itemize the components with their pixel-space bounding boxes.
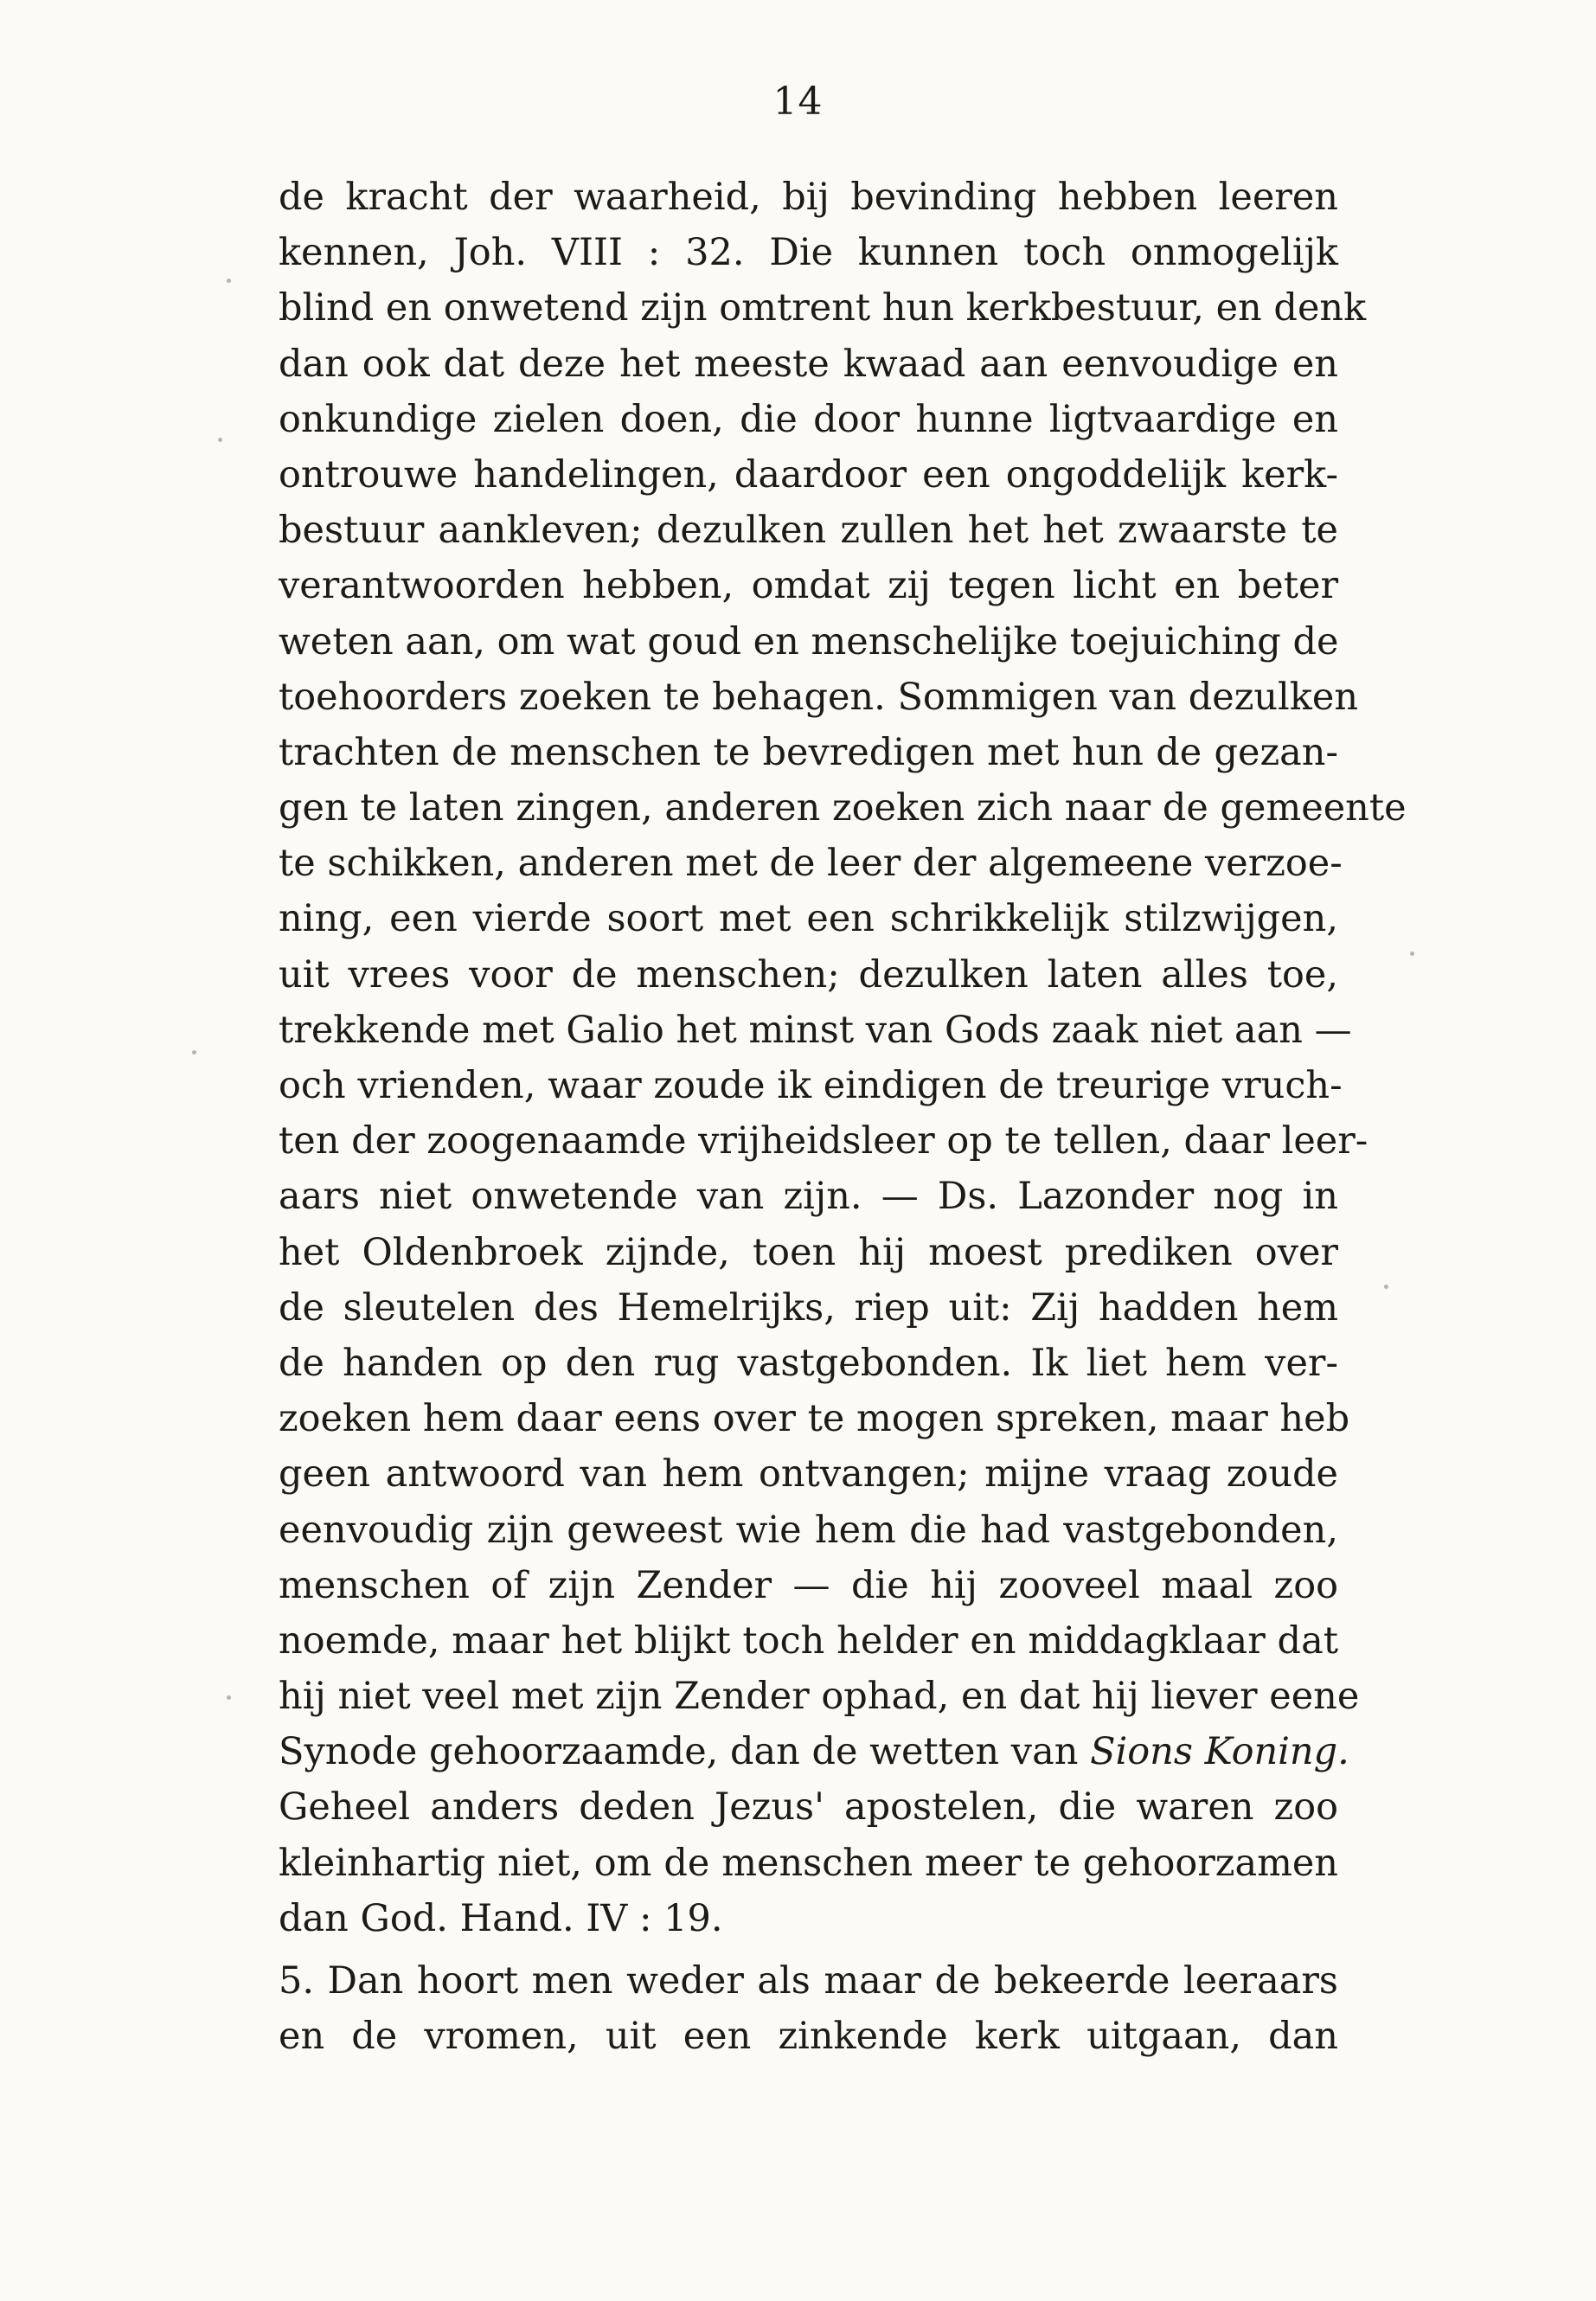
text-line: toehoorders zoeken te behagen. Sommigen van dezulken	[279, 675, 1359, 719]
text-line: bestuur aankleven; dezulken zullen het het zwaarste te	[279, 509, 1338, 553]
text-line: trachten de menschen te bevredigen met hun de gezan-	[279, 730, 1338, 774]
text-line-paragraph-end: dan God. Hand. IV : 19.	[279, 1896, 723, 1940]
paper-speck	[227, 1695, 231, 1700]
text-line-synode	[279, 1724, 1349, 1779]
text-line: och vrienden, waar zoude ik eindigen de treurige vruch-	[279, 1064, 1343, 1107]
text-line: de handen op den rug vastgebonden. Ik liet hem ver-	[279, 1341, 1338, 1385]
text-line: dan ook dat deze het meeste kwaad aan eenvoudige en	[279, 342, 1338, 386]
text-line: te schikken, anderen met de leer der algemeene verzoe-	[279, 842, 1343, 886]
body-text	[279, 170, 1407, 2064]
text-line: aars niet onwetende van zijn. — Ds. Lazonder nog in	[279, 1175, 1338, 1219]
text-line: de sleutelen des Hemelrijks, riep uit: Zij hadden hem	[279, 1285, 1338, 1330]
text-line: weten aan, om wat goud en menschelijke toejuiching de	[279, 619, 1339, 663]
paper-speck	[1384, 1285, 1388, 1289]
text-line: verantwoorden hebben, omdat zij tegen licht en beter	[279, 564, 1338, 608]
paragraph-2-line: 5. Dan hoort men weder als maar de bekeerde leeraars	[279, 1959, 1338, 2003]
text-line: ning, een vierde soort met een schrikkelijk stilzwijgen,	[279, 897, 1338, 941]
synode-text: Synode gehoorzaamde, dan de wetten van	[279, 1730, 1091, 1774]
paper-speck	[227, 279, 231, 283]
paragraph-2-line: en de vromen, uit een zinkende kerk uitgaan, dan	[279, 2015, 1338, 2059]
text-line: eenvoudig zijn geweest wie hem die had vastgebonden,	[279, 1508, 1338, 1552]
paper-speck	[218, 438, 222, 442]
paper-speck	[1410, 952, 1414, 956]
page-number: 14	[772, 80, 824, 124]
text-line: de kracht der waarheid, bij bevinding hebben leeren	[279, 176, 1338, 219]
text-line: noemde, maar het blijkt toch helder en middagklaar dat	[279, 1618, 1338, 1663]
text-line: ontrouwe handelingen, daardoor een ongoddelijk kerk-	[279, 452, 1338, 497]
text-line: geen antwoord van hem ontvangen; mijne vraag zoude	[279, 1452, 1338, 1497]
text-line: kleinhartig niet, om de menschen meer te gehoorzamen	[279, 1841, 1338, 1885]
text-line: zoeken hem daar eens over te mogen spreken, maar heb	[279, 1397, 1350, 1441]
paper-speck	[192, 1050, 196, 1054]
text-line: kennen, Joh. VIII : 32. Die kunnen toch onmogelijk	[279, 231, 1338, 275]
paragraph-gap	[279, 1946, 1338, 1953]
text-line: trekkende met Galio het minst van Gods zaak niet aan —	[279, 1008, 1352, 1052]
text-line: menschen of zijn Zender — die hij zooveel maal zoo	[279, 1563, 1338, 1607]
text-line: uit vrees voor de menschen; dezulken laten alles toe,	[279, 952, 1338, 997]
text-line: het Oldenbroek zijnde, toen hij moest prediken over	[279, 1230, 1338, 1274]
text-line: blind en onwetend zijn omtrent hun kerkbestuur, en denk	[279, 286, 1367, 330]
text-line: onkundige zielen doen, die door hunne ligtvaardige en	[279, 397, 1338, 441]
sions-koning-italic: Sions Koning.	[1090, 1730, 1349, 1774]
text-line: ten der zoogenaamde vrijheidsleer op te tellen, daar leer-	[279, 1119, 1368, 1163]
text-line: hij niet veel met zijn Zender ophad, en dat hij liever eene	[279, 1675, 1360, 1719]
text-line: gen te laten zingen, anderen zoeken zich naar de gemeente	[279, 786, 1407, 830]
text-line: Geheel anders deden Jezus' apostelen, die waren zoo	[279, 1785, 1338, 1830]
